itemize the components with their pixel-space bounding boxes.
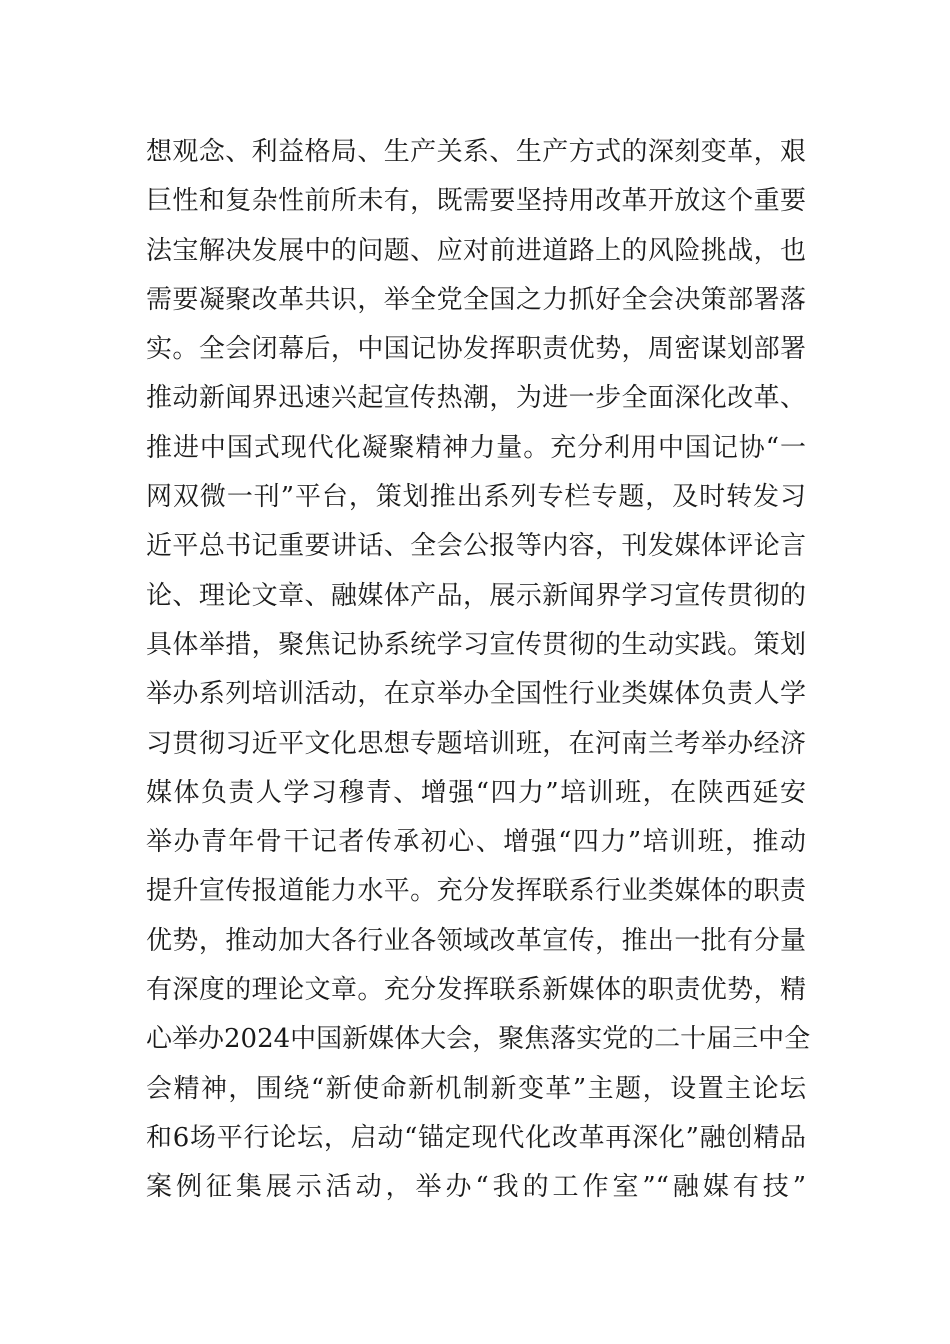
text-line: 心举办2024中国新媒体大会，聚焦落实党的二十届三中全 <box>146 1024 811 1055</box>
body-text <box>146 128 811 1213</box>
text-line: 举办系列培训活动，在京举办全国性行业类媒体负责人学 <box>146 679 806 710</box>
text-line: 提升宣传报道能力水平。充分发挥联系行业类媒体的职责 <box>146 876 806 907</box>
text-line: 推动新闻界迅速兴起宣传热潮，为进一步全面深化改革、 <box>146 383 806 414</box>
text-line: 需要凝聚改革共识，举全党全国之力抓好全会决策部署落 <box>146 284 806 315</box>
text-line: 想观念、利益格局、生产关系、生产方式的深刻变革，艰 <box>146 137 806 167</box>
text-line: 网双微一刊”平台，策划推出系列专栏专题，及时转发习 <box>146 482 806 513</box>
text-line: 论、理论文章、融媒体产品，展示新闻界学习宣传贯彻的 <box>146 580 806 611</box>
text-line: 巨性和复杂性前所未有，既需要坚持用改革开放这个重要 <box>146 186 806 217</box>
text-line: 和6场平行论坛，启动“锚定现代化改革再深化”融创精品 <box>146 1122 806 1153</box>
text-line: 推进中国式现代化凝聚精神力量。充分利用中国记协“一 <box>146 432 806 463</box>
text-line: 近平总书记重要讲话、全会公报等内容，刊发媒体评论言 <box>146 531 806 562</box>
text-line: 习贯彻习近平文化思想专题培训班，在河南兰考举办经济 <box>146 728 806 759</box>
text-line: 优势，推动加大各行业各领域改革宣传，推出一批有分量 <box>146 925 806 956</box>
text-line: 法宝解决发展中的问题、应对前进道路上的风险挑战，也 <box>146 235 806 266</box>
text-line: 举办青年骨干记者传承初心、增强“四力”培训班，推动 <box>146 827 806 858</box>
text-line: 有深度的理论文章。充分发挥联系新媒体的职责优势，精 <box>146 975 806 1006</box>
text-line: 实。全会闭幕后，中国记协发挥职责优势，周密谋划部署 <box>146 334 806 365</box>
text-line: 会精神，围绕“新使命新机制新变革”主题，设置主论坛 <box>146 1073 806 1104</box>
text-line: 媒体负责人学习穆青、增强“四力”培训班，在陕西延安 <box>146 777 806 808</box>
text-line: 案例征集展示活动，举办“我的工作室”“融媒有技” <box>146 1172 806 1203</box>
text-line: 具体举措，聚焦记协系统学习宣传贯彻的生动实践。策划 <box>146 629 806 660</box>
